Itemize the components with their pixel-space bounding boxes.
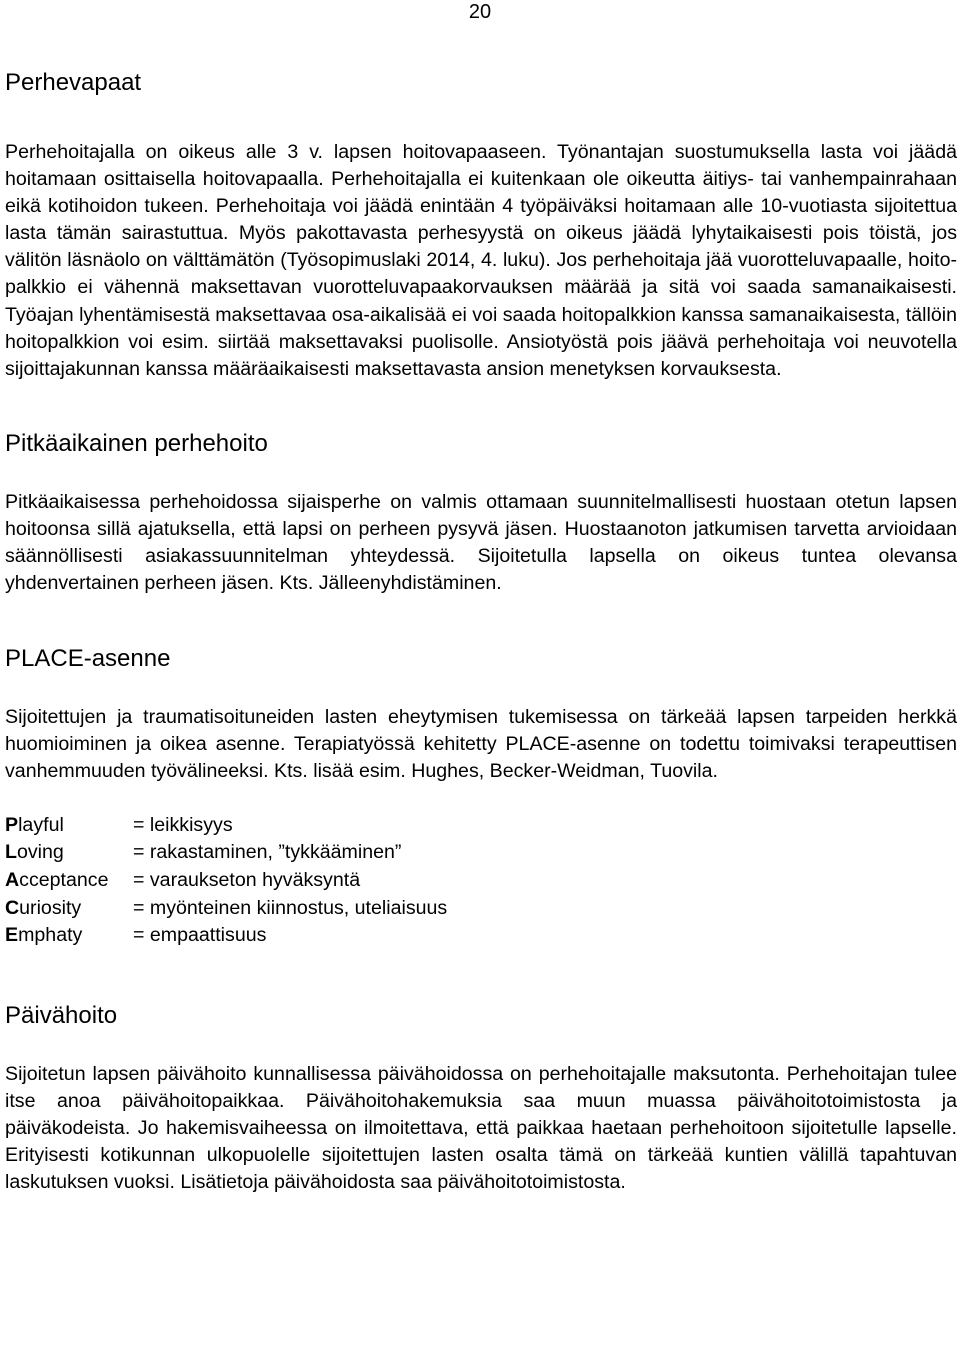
place-acronym-list [5, 812, 957, 951]
place-term-rest: uriosity [19, 896, 82, 919]
page-number: 20 [468, 1, 492, 23]
place-definition: = rakastaminen, ”tykkääminen” [133, 841, 402, 864]
place-term [5, 895, 133, 923]
place-term [5, 839, 133, 867]
place-initial: L [5, 841, 17, 864]
place-definition: = myönteinen kiinnostus, uteliaisuus [133, 896, 448, 919]
place-row-emphaty [5, 922, 957, 950]
section-heading-paivahoito: Päivähoito [5, 1002, 118, 1030]
section-heading-perhevapaat: Perhevapaat [5, 69, 142, 96]
place-definition: = leikkisyys [133, 813, 233, 836]
section-paragraph-place-asenne: Sijoitettujen ja traumatisoituneiden lasten eheytymisen tukemisessa on tärkeää lapsen tarpeiden herkkä huomioiminen ja oikea asenne. Terapiatyössä kehitetty PLACE-asenne on todettu toimivaksi terapeuttisen vanhemmuuden työvälineeksi. Kts. lisää esim. Hughes, Becker-Weidman, Tuovila. [5, 706, 957, 783]
place-row-playful [5, 812, 957, 840]
place-initial: A [5, 868, 20, 891]
place-row-acceptance [5, 867, 957, 895]
section-paragraph-paivahoito: Sijoitetun lapsen päivähoito kunnallisessa päivähoidossa on perhehoitajalle maksutonta. Perhehoitajan tulee itse anoa päivähoitopaikkaa. Päivähoitohakemuksia saa muun muassa päivähoitotoimistosta ja päiväkodeista. Jo hakemisvaiheessa on ilmoitettava, että paikkaa haetaan perhehoitoon sijoitetulle lapselle. Erityisesti kotikunnan ulkopuolelle sijoitettujen lasten osalta tämä on tärkeää kuntien välillä tapahtuvan laskutuksen vuoksi. Lisätietoja päivähoidosta saa päivähoitotoimistosta. [5, 1063, 957, 1194]
place-term [5, 867, 133, 895]
place-term-rest: mphaty [18, 924, 83, 947]
place-initial: E [5, 924, 19, 947]
place-term-rest: cceptance [19, 868, 109, 891]
place-term [5, 812, 133, 840]
place-term-rest: layful [18, 813, 64, 836]
place-term [5, 922, 133, 950]
page-content [5, 62, 957, 1196]
section-heading-pitkaaikainen-perhehoito: Pitkäaikainen perhehoito [5, 429, 268, 457]
place-definition: = varaukseton hyväksyntä [133, 868, 361, 891]
place-term-rest: oving [16, 841, 64, 864]
place-initial: P [5, 813, 19, 836]
place-definition: = empaattisuus [133, 924, 267, 947]
place-row-curiosity [5, 895, 957, 923]
place-row-loving [5, 839, 957, 867]
section-heading-place-asenne: PLACE-asenne [5, 645, 171, 673]
section-paragraph-pitkaaikainen-perhehoito: Pitkäaikaisessa perhehoidossa sijaisperhe on valmis ottamaan suunnitelmallisesti huostaan otetun lapsen hoitoonsa sillä ajatuksella, että lapsi on perheen pysyvä jäsen. Huostaanoton jatkumisen tarvetta arvioidaan säännöllisesti asiakassuunnitelman yhteydessä. Sijoitetulla lapsella on oikeus tuntea olevansa yhdenvertainen perheen jäsen. Kts. Jälleenyhdistäminen. [5, 490, 957, 595]
place-initial: C [5, 896, 20, 919]
section-paragraph-perhevapaat: Perhehoitajalla on oikeus alle 3 v. lapsen hoitovapaaseen. Työnantajan suostumuksella lasta voi jäädä hoitamaan osittaisella hoitovapaalla. Perhehoitajalla ei kuitenkaan ole oikeutta äitiys- tai vanhempainrahaan eikä kotihoidon tukeen. Perhehoitaja voi jäädä enintään 4 työpäiväksi hoitamaan alle 10-vuotiasta sijoitettua lasta tämän sairastuttua. Myös pakottavasta perhesyystä on oikeus jäädä lyhytaikaisesti pois töistä, jos välitön läsnäolo on välttämätön (Työsopimuslaki 2014, 4. luku). Jos perhehoitaja jää vuorotteluvapaalle, hoitopalkkio ei vähennä maksettavan vuorotteluvapaakorvauksen määrää ja sitä voi saada samanaikaisesti. Työajan lyhentämisestä maksettavaa osa-aikalisää ei voi saada hoitopalkkion kanssa samanaikaisesta, tällöin hoitopalkkion voi esim. siirtää maksettavaksi puolisolle. Ansiotyöstä pois jäävä perhehoitaja voi neuvotella sijoittajakunnan kanssa määräaikaisesti maksettavasta ansion menetyksen korvauksesta. [5, 141, 957, 380]
